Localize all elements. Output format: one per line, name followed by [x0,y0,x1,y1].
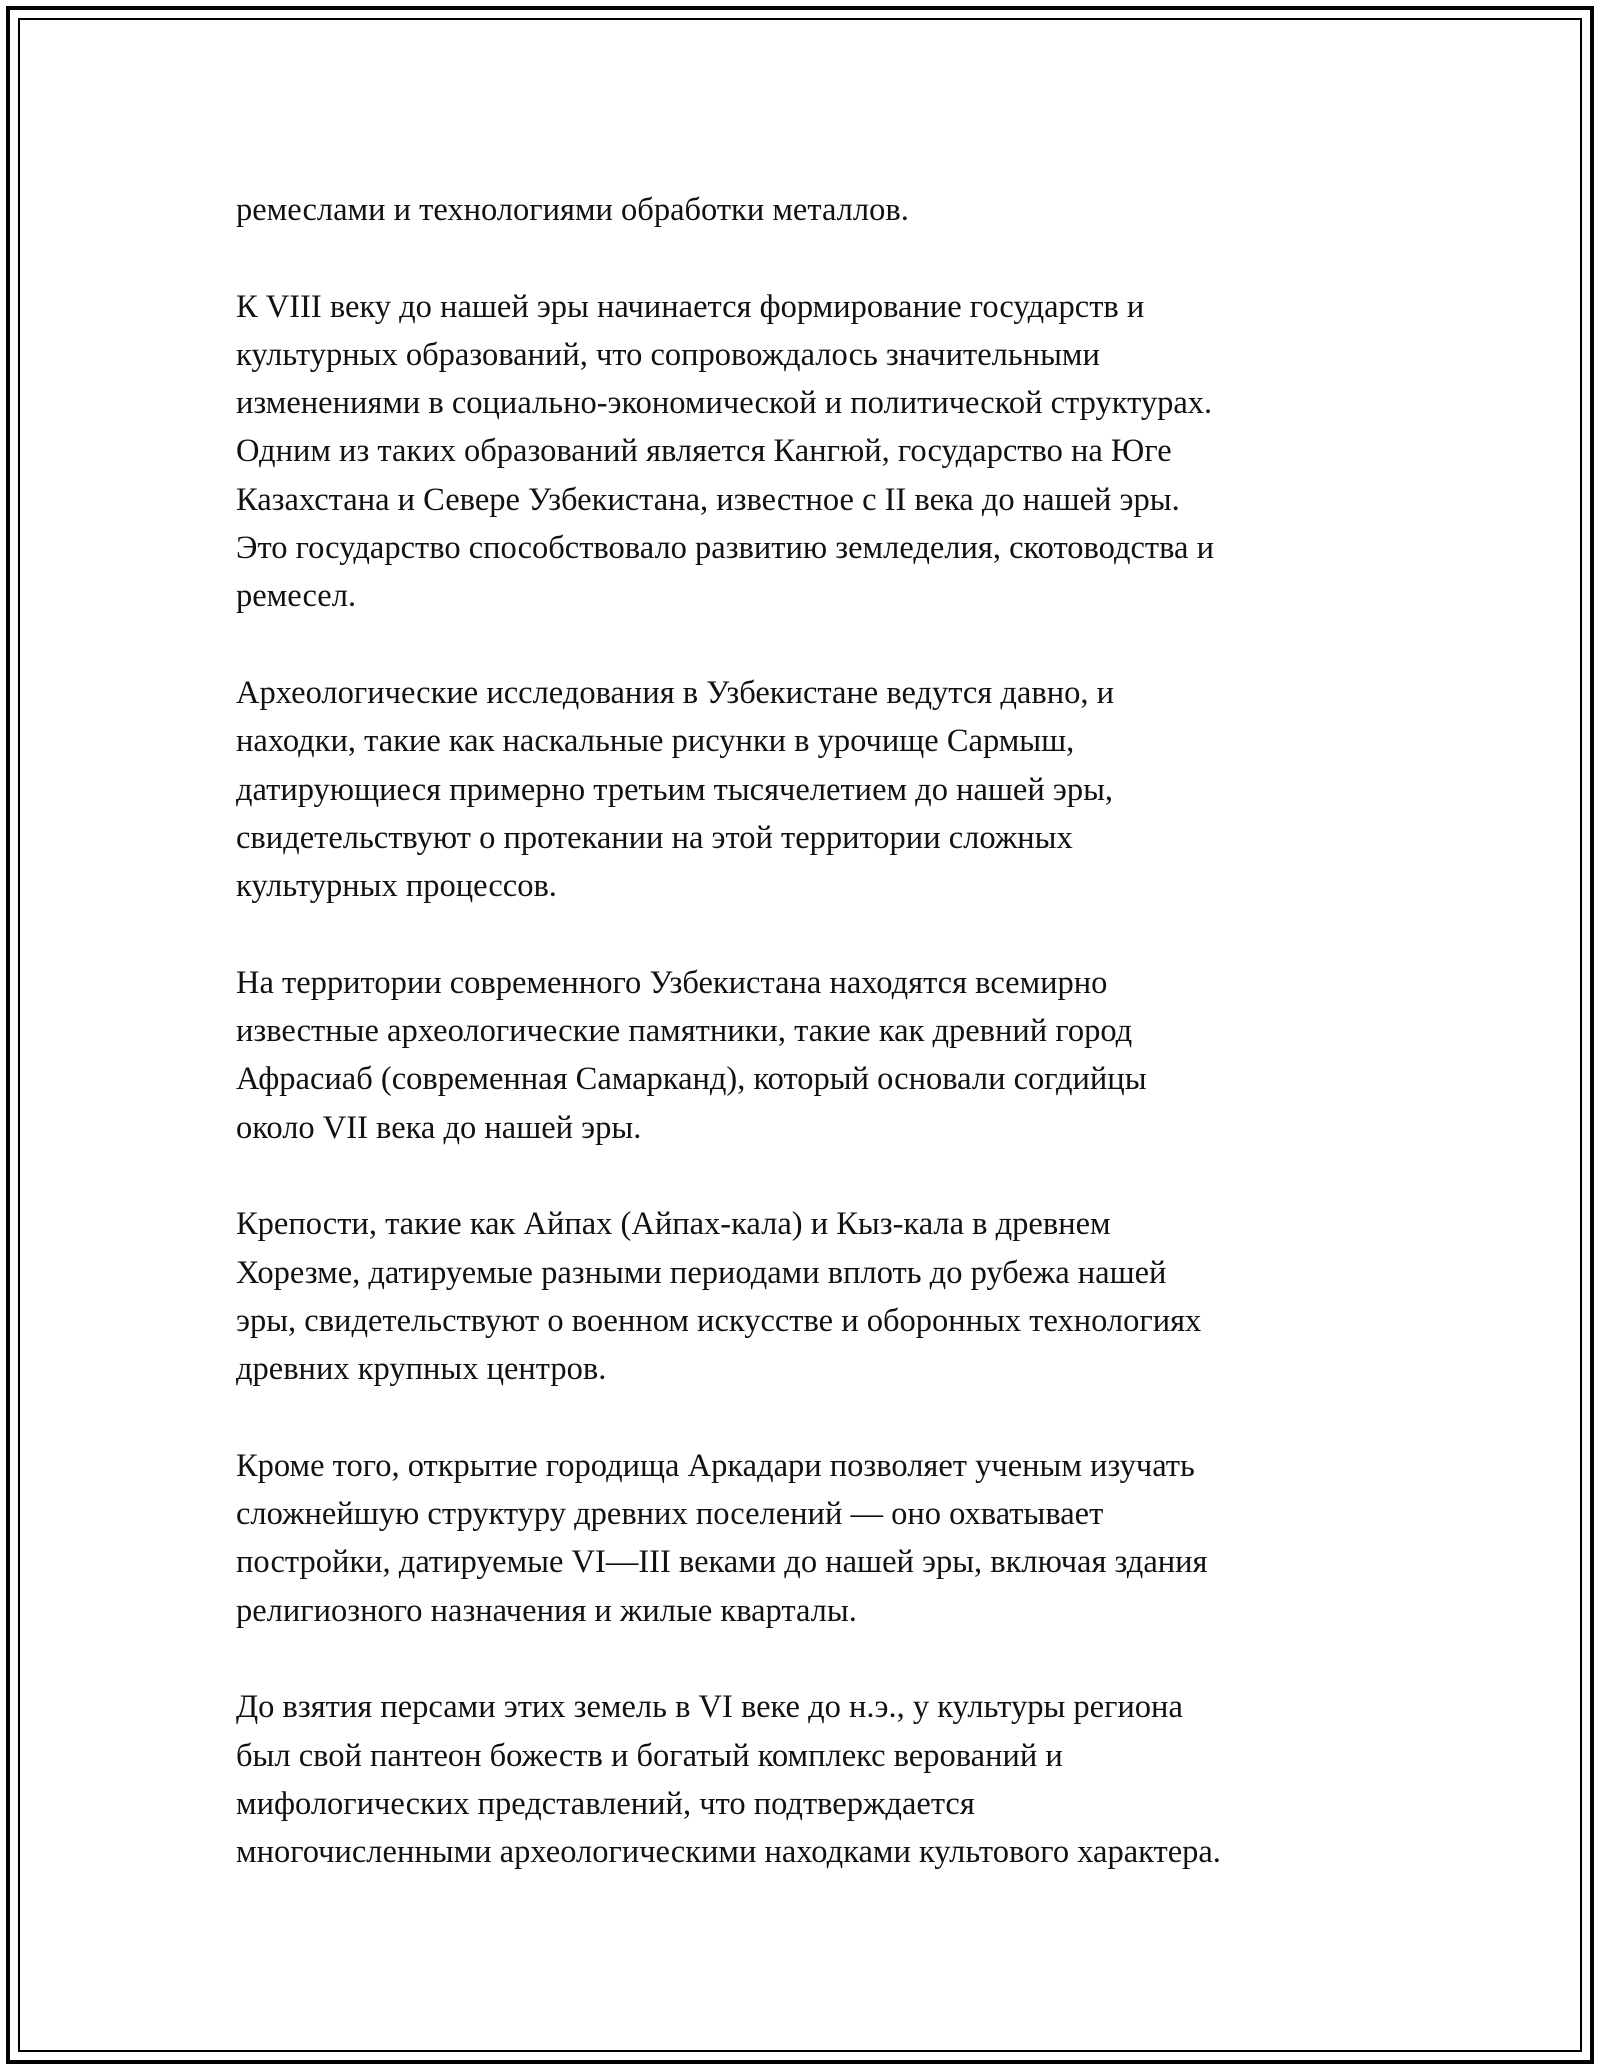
text-line: Хорезме, датируемые разными периодами вплоть до рубежа нашей [236,1254,1167,1291]
text-line: ремесел. [236,578,357,615]
paragraph-6 [236,1442,1366,1635]
text-line: многочисленными археологическими находками культового характера. [236,1834,1221,1871]
text-line: К VIII веку до нашей эры начинается формирование государств и [236,288,1145,325]
text-line: постройки, датируемые VI—III веками до нашей эры, включая здания [236,1544,1208,1581]
text-line: свидетельствуют о протекании на этой территории сложных [236,819,1073,856]
text-line: Афрасиаб (современная Самарканд), который основали согдийцы [236,1061,1147,1098]
text-line: культурных образований, что сопровождалось значительными [236,336,1100,373]
text-line: Одним из таких образований является Кангюй, государство на Юге [236,433,1172,470]
text-line: древних крупных центров. [236,1351,607,1388]
text-line: известные археологические памятники, такие как древний город [236,1013,1133,1050]
paragraph-5 [236,1200,1366,1393]
text-line: около VII века до нашей эры. [236,1109,642,1146]
text-line: был свой пантеон божеств и богатый комплекс верований и [236,1737,1063,1774]
text-line: культурных процессов. [236,868,557,905]
text-line: До взятия персами этих земель в VI веке до н.э., у культуры региона [236,1689,1183,1726]
text-line: ремеслами и технологиями обработки металлов. [236,192,909,228]
paragraph-1 [236,186,1366,234]
paragraph-4 [236,959,1366,1152]
text-line: Кроме того, открытие городища Аркадари позволяет ученым изучать [236,1447,1195,1484]
paragraph-7 [236,1683,1366,1876]
paragraph-3 [236,669,1366,910]
text-line: На территории современного Узбекистана находятся всемирно [236,964,1108,1001]
text-line: религиозного назначения и жилые кварталы. [236,1592,857,1629]
paragraph-2 [236,283,1366,621]
text-line: мифологических представлений, что подтверждается [236,1785,975,1822]
document-body [236,186,1366,1925]
text-line: Крепости, такие как Айпах (Айпах-кала) и Кыз-кала в древнем [236,1206,1111,1243]
text-line: изменениями в социально-экономической и политической структурах. [236,385,1213,422]
text-line: Это государство способствовало развитию земледелия, скотоводства и [236,530,1214,567]
text-line: эры, свидетельствуют о военном искусстве и оборонных технологиях [236,1302,1202,1339]
text-line: датирующиеся примерно третьим тысячелетием до нашей эры, [236,771,1114,808]
text-line: сложнейшую структуру древних поселений — оно охватывает [236,1496,1104,1533]
text-line: Археологические исследования в Узбекистане ведутся давно, и [236,674,1114,711]
text-line: Казахстана и Севере Узбекистана, известное с II века до нашей эры. [236,481,1180,518]
text-line: находки, такие как наскальные рисунки в урочище Сармыш, [236,723,1075,760]
